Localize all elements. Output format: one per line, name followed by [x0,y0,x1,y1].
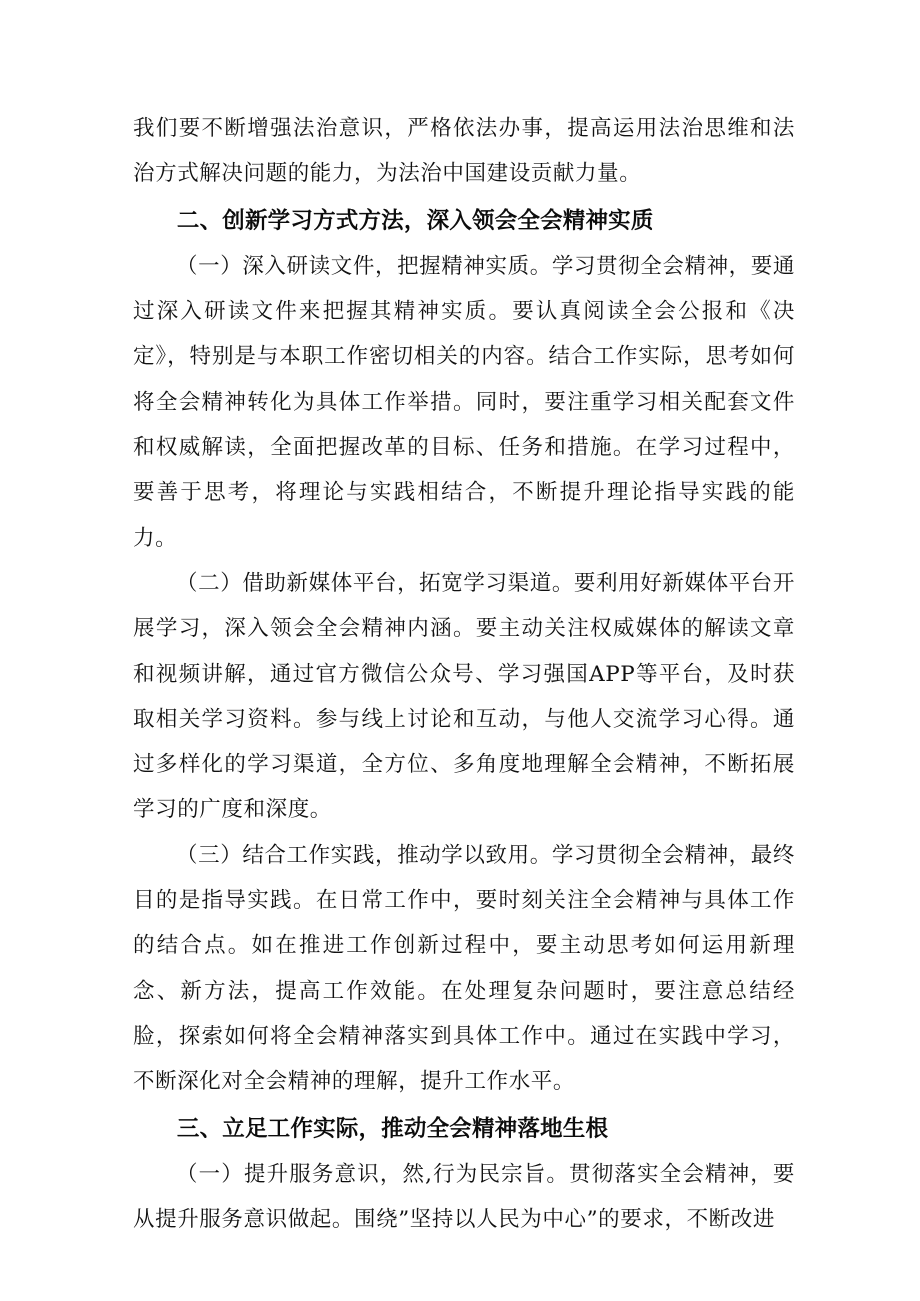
section-two-paragraph-1: （一）深入研读文件，把握精神实质。学习贯彻全会精神，要通过深入研读文件来把握其精神实质。要认真阅读全会公报和《决定》，特别是与本职工作密切相关的内容。结合工作实际，思考如何将全会精神转化为具体工作举措。同时，要注重学习相关配套文件和权威解读，全面把握改革的目标、任务和措施。在学习过程中，要善于思考，将理论与实践相结合，不断提升理论指导实践的能力。 [133,253,795,551]
intro-paragraph: 我们要不断增强法治意识，严格依法办事，提高运用法治思维和法治方式解决问题的能力，为法治中国建设贡献力量。 [133,116,795,187]
section-three-paragraph-1: （一）提升服务意识，然,行为民宗旨。贯彻落实全会精神，要从提升服务意识做起。围绕”坚持以人民为中心”的要求，不断改进 [133,1161,795,1233]
section-two-paragraph-3: （三）结合工作实践，推动学以致用。学习贯彻全会精神，最终目的是指导实践。在日常工作中，要时刻关注全会精神与具体工作的结合点。如在推进工作创新过程中，要主动思考如何运用新理念、新方法，提高工作效能。在处理复杂问题时，要注意总结经脸，探索如何将全会精神落实到具体工作中。通过在实践中学习，不断深化对全会精神的理解，提升工作水平。 [133,842,795,1095]
document-body [133,106,795,1242]
section-three-heading: 三、立足工作实际，推动全会精神落地生根 [176,1115,609,1142]
section-two-paragraph-2: （二）借助新媒体平台，拓宽学习渠道。要利用好新媒体平台开展学习，深入领会全会精神内涵。要主动关注权威媒体的解读文章和视频讲解，通过官方微信公众号、学习强国APP等平台，及时获取相关学习资料。参与线上讨论和互动，与他人交流学习心得。通过多样化的学习渠道，全方位、多角度地理解全会精神，不断拓展学习的广度和深度。 [133,570,795,823]
section-two-heading: 二、创新学习方式方法，深入领会全会精神实质 [176,207,654,234]
